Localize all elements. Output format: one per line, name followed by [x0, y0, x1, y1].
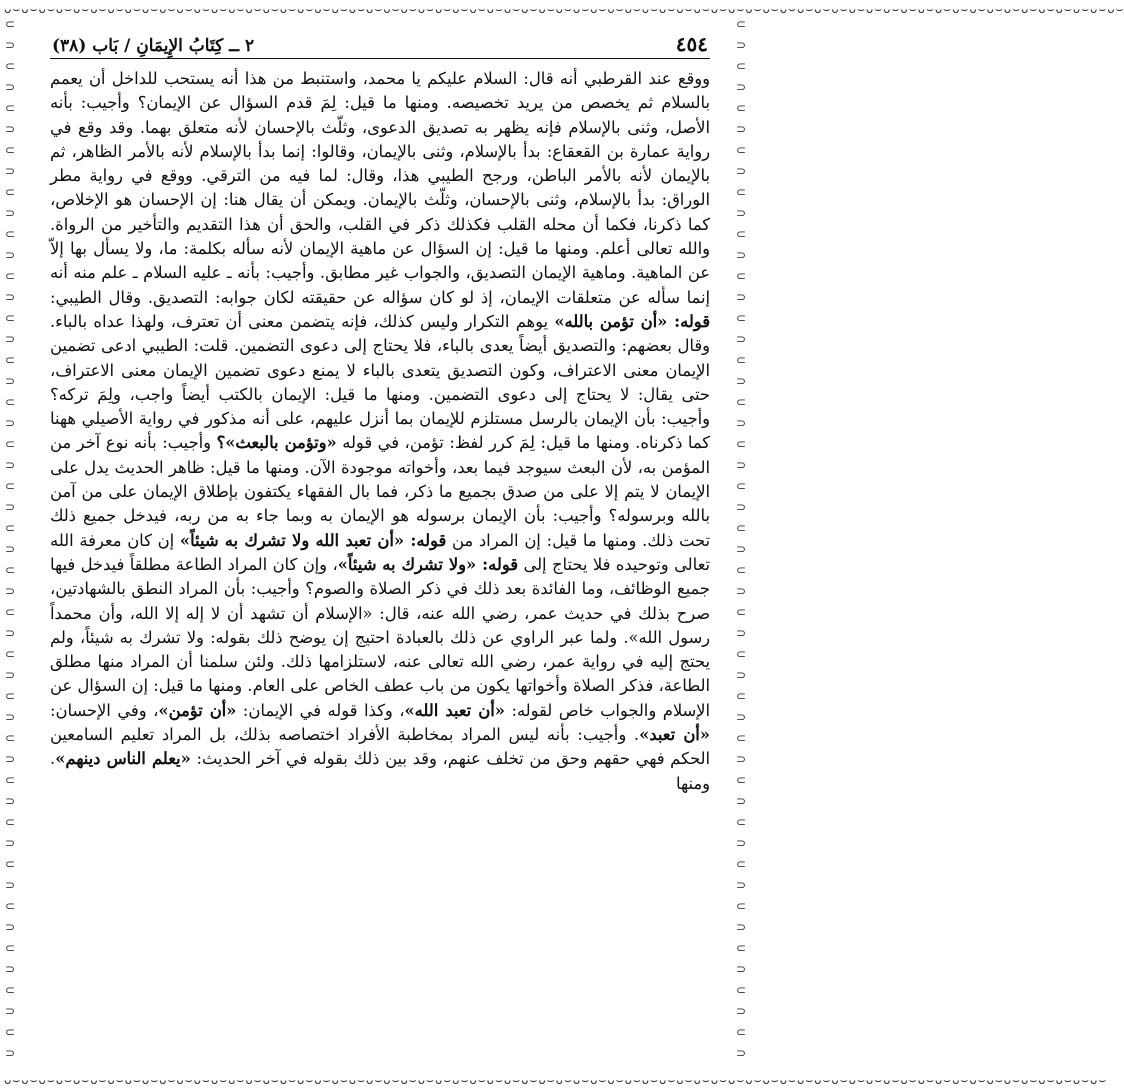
hadith-quote: قوله: «أن تؤمن بالله» — [554, 311, 710, 331]
hadith-quote: «أن تعبد» — [639, 725, 710, 745]
hadith-quote: «أن تعبد الله» — [404, 700, 505, 720]
page-header — [50, 26, 710, 56]
body-paragraph — [50, 67, 710, 796]
top-ornamental-border: ᴗ⌣ᴗ⌣ᴗ⌣ᴗ⌣ᴗ⌣ᴗ⌣ᴗ⌣ᴗ⌣ᴗ⌣ᴗ⌣ᴗ⌣ᴗ⌣ᴗ⌣ᴗ⌣ᴗ⌣ᴗ⌣ᴗ⌣ᴗ⌣ᴗ⌣ᴗ⌣ᴗ⌣ᴗ⌣ᴗ⌣ᴗ⌣ᴗ⌣ᴗ⌣ᴗ⌣ᴗ⌣ᴗ⌣ᴗ⌣ᴗ⌣ᴗ⌣ᴗ⌣ᴗ⌣ᴗ⌣ᴗ⌣ᴗ⌣ᴗ⌣ᴗ⌣ᴗ⌣ᴗ⌣ᴗ⌣ᴗ⌣ᴗ⌣ᴗ⌣ᴗ⌣ᴗ⌣ᴗ⌣ᴗ⌣ᴗ⌣ᴗ⌣ᴗ⌣ᴗ⌣ᴗ⌣ᴗ⌣ᴗ⌣ᴗ⌣ᴗ⌣ᴗ⌣ᴗ⌣ᴗ⌣ᴗ⌣ᴗ⌣ᴗ⌣ᴗ⌣ — [4, 2, 1124, 16]
hadith-quote: «وتؤمن بالبعث»؟ — [216, 433, 337, 453]
hadith-quote: «يعلم الناس دينهم» — [55, 749, 191, 769]
book-page — [50, 26, 710, 1066]
text-segment: ، وكذا قوله في الإيمان: — [236, 700, 405, 720]
header-divider — [50, 58, 710, 59]
hadith-quote: قوله: «أن تعبد الله ولا تشرك به شيئاً» — [179, 530, 447, 550]
text-segment: ووقع عند القرطبي أنه قال: السلام عليكم يا محمد، واستنبط من هذا أنه يستحب للداخل أن يعمم بالسلام ثم يخصص من يريد تخصيصه. ومنها ما قيل: لِمَ قدم السؤال عن الإيمان؟ وأجيب: بأنه الأصل، وثنى بالإسلام فإنه يظهر به تصديق الدعوى، وثلّث بالإحسان لأنه متعلق بهما. وقد وقع في رواية عمارة بن القعقاع: بدأ بالإسلام، وثنى بالإيمان، وقالوا: إنما بدأ بالإسلام لأنه بالأمر الظاهر، ثم بالإيمان لأنه بالأمر الباطن، ورجح الطيبي هذا، وقال: لما فيه من الترقي. ووقع في رواية مطر الوراق: بدأ بالإسلام، وثنى بالإحسان، وثلّث بالإيمان. ويمكن أن يقال هنا: إن الإحسان هو الإخلاص، كما ذكرنا، فكما أن محله القلب فكذلك ذكر في القلب، والحق أن هذا التقديم والتأخير من الرواة. والله تعالى أعلم. ومنها ما قيل: إن السؤال عن ماهية الإيمان لأنه سأله بكلمة: ما، ولا يسأل بها إلاّ عن الماهية. وماهية الإيمان التصديق، والجواب غير مطابق. وأجيب: بأنه ـ عليه السلام ـ علم منه أنه إنما سأله عن متعلقات الإيمان، إذ لو كان سؤاله عن حقيقته لكان جوابه: التصديق. وقال الطيبي: — [50, 69, 710, 307]
text-segment: يوهم التكرار وليس كذلك، فإنه يتضمن معنى أن تعترف، ولهذا عداه بالباء. وقال بعضهم: والتصديق أيضاً يعدى بالباء، فلا يحتاج إلى دعوى التضمين. قلت: الطيبي ادعى تضمين الإيمان معنى الاعتراف، وكون التصديق يتعدى بالباء لا يمنع دعوى تضمين الإيمان معنى الاعتراف، حتى يقال: لا يحتاج إلى دعوى التضمين. ومنها ما قيل: الإيمان بالكتب أيضاً واجب، ولِمَ تركه؟ وأجيب: بأن الإيمان بالرسل مستلزم للإيمان بما أنزل عليهم، على أنه مذكور في رواية الأصيلي ههنا كما ذكرناه. ومنها ما قيل: لِمَ كرر لفظ: تؤمن، في قوله — [50, 311, 711, 453]
text-segment: وأجيب: بأنه نوع آخر من المؤمن به، لأن البعث سيوجد فيما بعد، وأخواته موجودة الآن. ومنها ما قيل: ظاهر الحديث يدل على الإيمان لا يتم إلا على من صدق بجميع ما ذكر، فما بال الفقهاء يكتفون بإطلاق الإيمان على من آمن بالله وبرسوله؟ وأجيب: بأن الإيمان برسوله هو الإيمان به وبما جاء به من ربه، فيدخل جميع ذلك تحت ذلك. ومنها ما قيل: إن المراد من — [50, 433, 710, 550]
running-title: ٢ ــ كِتَابُ الإِيمَانِ / بَاب (٣٨) — [52, 36, 255, 56]
text-segment: ، وإن كان المراد الطاعة مطلقاً فيدخل فيها جميع الوظائف، وما الفائدة بعد ذلك في ذكر الصلاة والصوم؟ وأجيب: بأن المراد النطق بالشهادتين، صرح بذلك في حديث عمر، رضي الله عنه، قال: «الإسلام أن تشهد أن لا إله إلا الله، وأن محمداً رسول الله». ولما عبر الراوي عن ذلك بالعبادة احتيج إن يوضح ذلك بقوله: ولا تشرك به شيئاً، ولم يحتج إليه في رواية عمر، رضي الله تعالى عنه، لاستلزامها ذلك. ولئن سلمنا أن المراد منها مطلق الطاعة، فذكر الصلاة وأخواتها يكون من باب عطف الخاص على العام. ومنها ما قيل: إن السؤال عن الإسلام والجواب خاص لقوله: — [50, 554, 710, 720]
text-segment: ، وفي الإحسان: — [50, 700, 159, 720]
page-number: ٤٥٤ — [675, 32, 708, 56]
left-ornamental-border: ⊂ ⊃ ⊂ ⊃ ⊂ ⊃ ⊂ ⊃ ⊂ ⊃ ⊂ ⊃ ⊂ ⊃ ⊂ ⊃ ⊂ ⊃ ⊂ ⊃ ⊂ ⊃ ⊂ ⊃ ⊂ ⊃ ⊂ ⊃ ⊂ ⊃ ⊂ ⊃ ⊂ ⊃ ⊂ ⊃ ⊂ ⊃ ⊂ ⊃ ⊂ ⊃ ⊂ ⊃ ⊂ ⊃ ⊂ ⊃ ⊂ ⊃ — [4, 17, 16, 1060]
hadith-quote: قوله: «ولا تشرك به شيئاً» — [337, 554, 519, 574]
text-segment: . ومنها — [50, 749, 710, 793]
bottom-ornamental-border: ᴗ⌣ᴗ⌣ᴗ⌣ᴗ⌣ᴗ⌣ᴗ⌣ᴗ⌣ᴗ⌣ᴗ⌣ᴗ⌣ᴗ⌣ᴗ⌣ᴗ⌣ᴗ⌣ᴗ⌣ᴗ⌣ᴗ⌣ᴗ⌣ᴗ⌣ᴗ⌣ᴗ⌣ᴗ⌣ᴗ⌣ᴗ⌣ᴗ⌣ᴗ⌣ᴗ⌣ᴗ⌣ᴗ⌣ᴗ⌣ᴗ⌣ᴗ⌣ᴗ⌣ᴗ⌣ᴗ⌣ᴗ⌣ᴗ⌣ᴗ⌣ᴗ⌣ᴗ⌣ᴗ⌣ᴗ⌣ᴗ⌣ᴗ⌣ᴗ⌣ᴗ⌣ᴗ⌣ᴗ⌣ᴗ⌣ᴗ⌣ᴗ⌣ᴗ⌣ᴗ⌣ᴗ⌣ᴗ⌣ᴗ⌣ᴗ⌣ᴗ⌣ᴗ⌣ᴗ⌣ᴗ⌣ᴗ⌣ᴗ⌣ᴗ⌣ — [4, 1073, 1108, 1087]
right-ornamental-border: ⊂ ⊃ ⊂ ⊃ ⊂ ⊃ ⊂ ⊃ ⊂ ⊃ ⊂ ⊃ ⊂ ⊃ ⊂ ⊃ ⊂ ⊃ ⊂ ⊃ ⊂ ⊃ ⊂ ⊃ ⊂ ⊃ ⊂ ⊃ ⊂ ⊃ ⊂ ⊃ ⊂ ⊃ ⊂ ⊃ ⊂ ⊃ ⊂ ⊃ ⊂ ⊃ ⊂ ⊃ ⊂ ⊃ ⊂ ⊃ ⊂ ⊃ — [735, 17, 747, 1060]
text-segment: . وأجيب: بأنه ليس المراد بمخاطبة الأفراد اختصاصه بذلك، بل المراد تعليم السامعين الحكم فهي حقهم وحق من تخلف عنهم، وقد بين ذلك بقوله في آخر الحديث: — [50, 725, 710, 769]
text-segment: إن كان معرفة الله تعالى وتوحيده فلا يحتاج إلى — [50, 530, 710, 574]
hadith-quote: «أن تؤمن» — [158, 700, 237, 720]
